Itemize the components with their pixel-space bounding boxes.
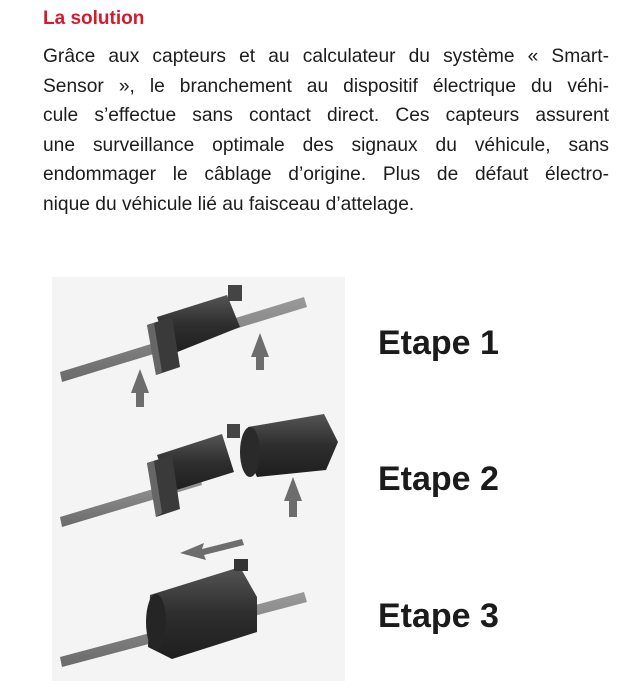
step-1-label: Etape 1 [378,324,499,362]
paragraph-line: cule s’effectue sans contact direct. Ces capteurs assurent [43,105,609,127]
step2-drawing-icon [60,414,338,560]
paragraph-line: endommager le câblage d’origine. Plus de défaut électro- [43,164,609,186]
step-3-label: Etape 3 [378,597,499,635]
step3-drawing-icon [60,559,307,667]
paragraph-line: Sensor », le branchement au dispositif électrique du véhi- [43,75,609,97]
description-paragraph [43,42,609,220]
step-2-label: Etape 2 [378,460,499,498]
paragraph-line: une surveillance optimale des signaux du véhicule, sans [43,134,609,156]
step1-drawing-icon [60,285,307,407]
paragraph-line: Grâce aux capteurs et au calculateur du système « Smart- [43,46,609,67]
paragraph-line: nique du véhicule lié au faisceau d’attelage. [43,193,415,215]
heading-la-solution: La solution [43,8,145,29]
installation-illustration [52,277,345,681]
